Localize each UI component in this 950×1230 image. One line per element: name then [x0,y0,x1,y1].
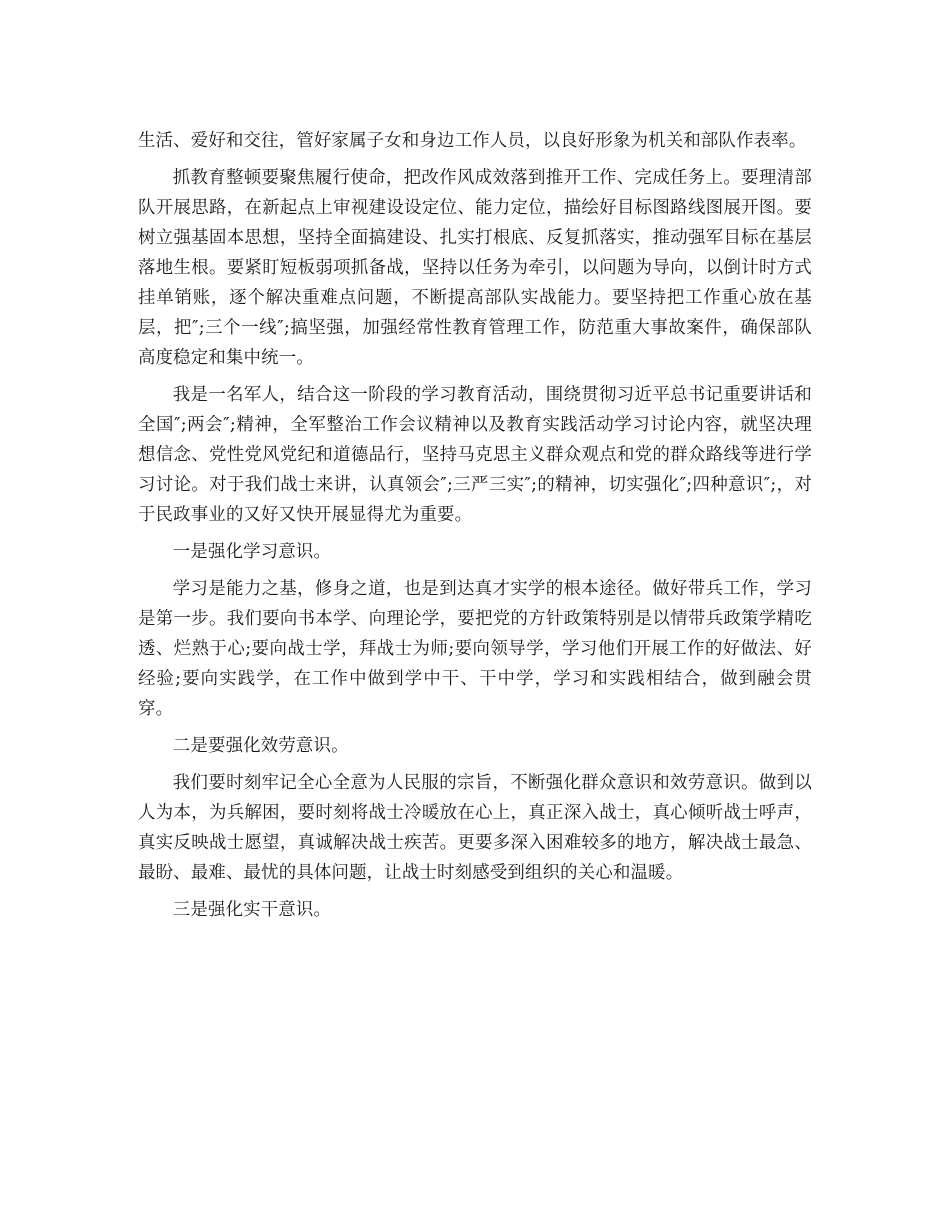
paragraph-soldier-study: 我是一名军人，结合这一阶段的学习教育活动，围绕贯彻习近平总书记重要讲话和全国″;两会″;精神，全军整治工作会议精神以及教育实践活动学习讨论内容，就坚决理想信念、党性党风党纪和道德品行，坚持马克思主义群众观点和党的群众路线等进行学习讨论。对于我们战士来讲，认真领会″;三严三实″;的精神，切实强化″;四种意识″;，对于民政事业的又好又快开展显得尤为重要。 [138,385,812,525]
paragraph-continued: 生活、爱好和交往，管好家属子女和身边工作人员，以良好形象为机关和部队作表率。 [138,131,807,151]
paragraph-study: 学习是能力之基，修身之道，也是到达真才实学的根本途径。做好带兵工作，学习是第一步。我们要向书本学、向理论学，要把党的方针政策特别是以情带兵政策学精吃透、烂熟于心;要向战士学，拜战士为师;要向领导学，学习他们开展工作的好做法、好经验;要向实践学，在工作中做到学中干、干中学，学习和实践相结合，做到融会贯穿。 [138,579,812,719]
heading-service-awareness: 二是要强化效劳意识。 [172,736,349,756]
document-page [138,126,812,932]
paragraph-service: 我们要时刻牢记全心全意为人民服的宗旨，不断强化群众意识和效劳意识。做到以人为本，为兵解困，要时刻将战士冷暖放在心上，真正深入战士，真心倾听战士呼声，真实反映战士愿望，真诚解决战士疾苦。更要多深入困难较多的地方，解决战士最急、最盼、最难、最忧的具体问题，让战士时刻感受到组织的关心和温暖。 [138,773,812,883]
paragraph-education-rectification: 抓教育整顿要聚焦履行使命，把改作风成效落到推开工作、完成任务上。要理清部队开展思路，在新起点上审视建设设定位、能力定位，描绘好目标图路线图展开图。要树立强基固本思想，坚持全面搞建设、扎实打根底、反复抓落实，推动强军目标在基层落地生根。要紧盯短板弱项抓备战，坚持以任务为牵引，以问题为导向，以倒计时方式挂单销账，逐个解决重难点问题，不断提高部队实战能力。要坚持把工作重心放在基层，把″;三个一线″;搞坚强，加强经常性教育管理工作，防范重大事故案件，确保部队高度稳定和集中统一。 [138,168,812,368]
heading-study-awareness: 一是强化学习意识。 [172,542,332,562]
heading-practical-awareness: 三是强化实干意识。 [172,900,332,920]
